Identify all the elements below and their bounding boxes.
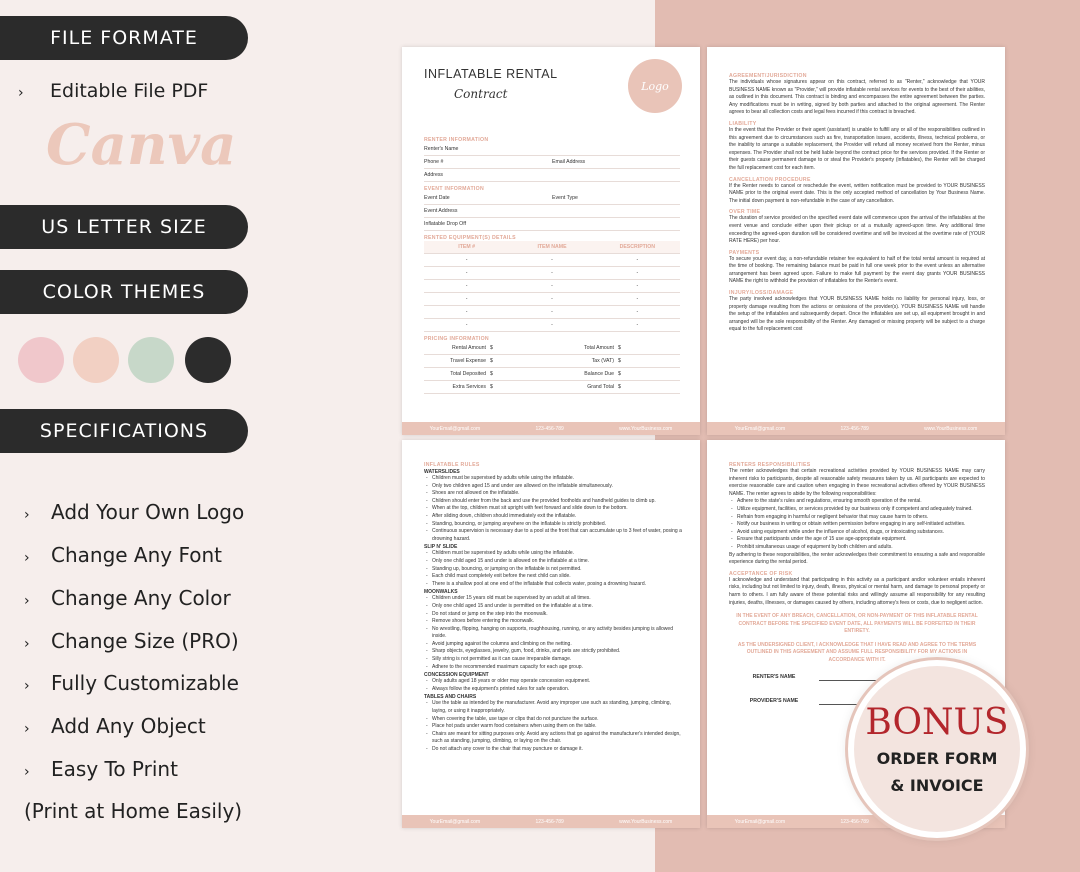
file-type-line: › Editable File PDF bbox=[18, 80, 209, 102]
list-item: - When at the top, children must sit upright with feet forward and slide down to the bottom. bbox=[424, 505, 682, 513]
section-heading: RENTED EQUIPMENT(S) DETAILS bbox=[424, 235, 516, 241]
paragraph: If the Renter needs to cancel or reschedule the event, written notification must be provided to YOUR BUSINESS NAME prior to the original event date. This is the only accepted method of cancellation by Your Business Name. The initial down payment is non-refundable in the case of any cancellation. bbox=[729, 182, 985, 204]
page-footer: YourEmail@gmail.com 123-456-789 www.YourBusiness.com bbox=[402, 815, 700, 828]
section-heading: INFLATABLE RULES bbox=[424, 462, 480, 468]
color-swatch-pink bbox=[18, 337, 64, 383]
paragraph: The individuals whose signatures appear on this contract, referred to as "Renter," acknowledge that YOUR BUSINESS NAME known as "Provider," will provide inflatable rental services for events to the best of their abilities, as outlined in this document. This contract is binding and encompasses the entire agreement between the parties. Any modifications must be in writing, signed by both parties and attached to the original agreement. The Renter agrees to bear all collection costs and legal fees incurred if this contract is breached. bbox=[729, 79, 985, 116]
bonus-line: ORDER FORM bbox=[876, 749, 998, 768]
list-item: - Sharp objects, eyeglasses, jewelry, gum, food, drinks, and pets are strictly prohibited. bbox=[424, 648, 682, 656]
specifications-label: SPECIFICATIONS bbox=[0, 409, 248, 453]
section-heading: PRICING INFORMATION bbox=[424, 336, 489, 342]
list-item: - Chairs are meant for sitting purposes only. Avoid any actions that go against the manufacturer's intended design, such as standing, jumping, climbing, or laying on the chair. bbox=[424, 731, 682, 746]
page-footer: YourEmail@gmail.com 123-456-789 www.YourBusiness.com bbox=[707, 422, 1005, 435]
feature-item: › Add Your Own Logo bbox=[24, 500, 245, 524]
section-heading: AGREEMENT/JURISDICTION bbox=[729, 73, 807, 79]
list-item: - Place hot pads under warm food containers when using them on the table. bbox=[424, 723, 682, 731]
page-title: INFLATABLE RENTAL bbox=[424, 67, 558, 81]
chevron-right-icon: › bbox=[18, 85, 24, 101]
list-item: - Utilize equipment, facilities, or services provided by our business only if competent and adequately trained. bbox=[729, 506, 985, 514]
list-item: - Notify our business in writing or obtain written permission before engaging in any self-initiated activities. bbox=[729, 521, 985, 529]
chevron-right-icon: › bbox=[24, 507, 30, 523]
section-heading: CANCELLATION PROCEDURE bbox=[729, 176, 811, 183]
bonus-line: & INVOICE bbox=[890, 776, 984, 795]
signature-row: PROVIDER'S NAME bbox=[729, 697, 985, 705]
form-row: Address bbox=[424, 169, 680, 182]
sub-heading: SLIP N' SLIDE bbox=[424, 544, 458, 551]
list-item: - Silly string is not permitted as it can cause irreparable damage. bbox=[424, 656, 682, 664]
list-item: - Ensure that participants under the age of 15 use age-appropriate equipment. bbox=[729, 536, 985, 544]
sub-heading: MOONWALKS bbox=[424, 589, 458, 596]
contract-page-1 bbox=[402, 47, 700, 435]
clause-text: IN THE EVENT OF ANY BREACH, CANCELLATION, OR NON-PAYMENT OF THIS INFLATABLE RENTAL CONTRACT BEFORE THE SPECIFIED EVENT DATE, ALL PAYMENTS WILL BE FORFEITED IN THEIR ENTIRETY. bbox=[736, 613, 978, 635]
chevron-right-icon: › bbox=[24, 550, 30, 566]
list-item: - Each child must completely exit before the next child can slide. bbox=[424, 573, 682, 581]
feature-item: › Fully Customizable bbox=[24, 671, 239, 695]
list-item: - Avoid jumping against the columns and climbing on the netting. bbox=[424, 641, 682, 649]
paragraph: I acknowledge and understand that participating in this activity as a participant and/or volunteer entails inherent risks, including but not limited to injury, death, illness, physical or mental harm, and damage to personal property or harm to others. I am fully aware of these potential risks and willingly assume all responsibility for any resulting injuries, deaths, illnesses, or damages caused by others, including attorney's fees or costs, due to negligent action. bbox=[729, 576, 985, 606]
section-heading: RENTER INFORMATION bbox=[424, 137, 489, 143]
chevron-right-icon: › bbox=[24, 593, 30, 609]
canva-logo: Canva bbox=[46, 112, 237, 178]
list-item: - Children should enter from the back and use the provided footholds and handheld guides to climb up. bbox=[424, 498, 682, 506]
paragraph: In the event that the Provider or their agent (assistant) is unable to fulfill any or all of the responsibilities outlined in this agreement due to circumstances such as fire, transportation issues, accidents, illness, technical problems, or the inability to arrange a suitable replacement, the Provider will refund all money received from the Renter, minus expenses. The Provider shall not be held liable beyond the contract price for the services provided. If the Renter or their guests cause permanent damage to or steal the Provider's property (inflatables), the Renter will be charged the full replacement cost for each item. bbox=[729, 126, 985, 171]
list-item: - Always follow the equipment's printed rules for safe operation. bbox=[424, 686, 682, 694]
form-row: Event Address bbox=[424, 205, 680, 218]
page-footer: YourEmail@gmail.com 123-456-789 bbox=[707, 815, 1005, 828]
logo-placeholder: Logo bbox=[628, 59, 682, 113]
color-swatch-black bbox=[185, 337, 231, 383]
list-item: - Remove shoes before entering the moonwalk. bbox=[424, 618, 682, 626]
contract-page-2 bbox=[707, 47, 1005, 435]
list-item: - Adhere to the recommended maximum capacity for each age group. bbox=[424, 664, 682, 672]
list-item: - Children must be supervised by adults while using the inflatable. bbox=[424, 475, 682, 483]
table-header: ITEM # ITEM NAME DESCRIPTION bbox=[424, 241, 680, 254]
list-item: - Children must be supervised by adults while using the inflatable. bbox=[424, 550, 682, 558]
section-heading: INJURY/LOSS/DAMAGE bbox=[729, 290, 794, 297]
list-item: - Refrain from engaging in harmful or negligent behavior that may cause harm to others. bbox=[729, 514, 985, 522]
sub-heading: CONCESSION EQUIPMENT bbox=[424, 672, 489, 679]
list-item: - Standing, bouncing, or jumping anywhere on the inflatable is strictly prohibited. bbox=[424, 521, 682, 529]
list-item: - Only one child aged 15 and under is permitted on the inflatable at a time. bbox=[424, 603, 682, 611]
feature-item: › Easy To Print bbox=[24, 757, 178, 781]
section-heading: PAYMENTS bbox=[729, 249, 760, 256]
color-swatch-sage bbox=[128, 337, 174, 383]
list-item: - Do not stand or jump on the step into the moonwalk. bbox=[424, 611, 682, 619]
section-heading: EVENT INFORMATION bbox=[424, 186, 485, 192]
form-row: Phone # Email Address bbox=[424, 156, 680, 169]
color-swatch-peach bbox=[73, 337, 119, 383]
list-item: - Adhere to the state's rules and regulations, ensuring smooth operation of the rental. bbox=[729, 498, 985, 506]
paragraph: The duration of service provided on the specified event date will commence upon the arrival of the inflatables at the event venue and conclude either upon their pickup or at a mutually agreed-upon time. Any additional time exceeding the agreed-upon duration will be considered overtime and will be invoiced at the overtime rate of (YOUR RATE HERE) per hour. bbox=[729, 215, 985, 245]
section-heading: ACCEPTANCE OF RISK bbox=[729, 570, 793, 577]
signature-row: RENTER'S NAME bbox=[729, 673, 985, 681]
section-heading: LIABILITY bbox=[729, 120, 757, 127]
paragraph: By adhering to these responsibilities, the renter acknowledges their commitment to ensuring a safe and responsible experience during the rental period. bbox=[729, 551, 985, 566]
price-row: Total Deposited $ Balance Due $ bbox=[424, 368, 680, 381]
chevron-right-icon: › bbox=[24, 721, 30, 737]
list-item: - No wrestling, flipping, hanging on supports, roughhousing, running, or any activity besides jumping is allowed inside. bbox=[424, 626, 682, 641]
table-row: - - - bbox=[424, 306, 680, 319]
list-item: - Children under 15 years old must be supervised by an adult at all times. bbox=[424, 595, 682, 603]
paragraph: The party involved acknowledges that YOUR BUSINESS NAME holds no liability for personal injury, loss, or property damage resulting from the actions or omissions of the provider(s). YOUR BUSINESS NAME will handle the setup of the inflatables and subsequently depart. Once the inflatables are set up, all equipment brought in and arranged will be the sole responsibility of the Renter. Any damaged or missing property will be subject to a charge equal to the full replacement cost bbox=[729, 296, 985, 333]
file-format-label: FILE FORMATE bbox=[0, 16, 248, 60]
list-item: - After sliding down, children should immediately exit the inflatable. bbox=[424, 513, 682, 521]
bonus-title: BONUS bbox=[865, 702, 1009, 743]
form-row: Event Date Event Type bbox=[424, 192, 680, 205]
paragraph: The renter acknowledges that certain recreational activities provided by YOUR BUSINESS NAME may carry inherent risks to participants, despite all reasonable safety measures taken by us. All participants are expected to exercise reasonable care and caution when engaging in these recreational activities offered by YOUR BUSINESS NAME. The renter agrees to abide by the following responsibilities: bbox=[729, 468, 985, 497]
table-row: - - - bbox=[424, 267, 680, 280]
price-row: Travel Expense $ Tax (VAT) $ bbox=[424, 355, 680, 368]
section-heading: OVER TIME bbox=[729, 209, 761, 216]
table-row: - - - bbox=[424, 280, 680, 293]
list-item: - Standing up, bouncing, or jumping on the inflatable is not permitted. bbox=[424, 566, 682, 574]
bonus-badge bbox=[848, 660, 1026, 838]
table-row: - - - bbox=[424, 254, 680, 267]
clause-text: AS THE UNDERSIGNED CLIENT, I ACKNOWLEDGE THAT I HAVE READ AND AGREE TO THE TERMS OUTLINED IN THIS AGREEMENT AND ASSUME FULL RESPONSIBILITY FOR MY ACTIONS IN ACCORDANCE WITH IT. bbox=[737, 641, 977, 664]
list-item: - Do not attach any cover to the chair that may puncture or damage it. bbox=[424, 746, 682, 754]
feature-item: › Change Size (PRO) bbox=[24, 629, 239, 653]
list-item: - Continuous supervision is necessary due to a pool at the front that can accumulate up to 3 feet of water, posing a drowning hazard. bbox=[424, 528, 682, 543]
paragraph: To secure your event day, a non-refundable retainer fee equivalent to half of the total rental amount is required at the time of booking. The remaining balance must be paid in full one week prior to the event unless an alternative arrangement has been agreed upon. Failure to make full payment by the event day grants YOUR BUSINESS NAME the right to withhold the provision of inflatables for the Renter's event. bbox=[729, 255, 985, 285]
feature-item: › Change Any Font bbox=[24, 543, 223, 567]
list-item: - Use the table as intended by the manufacturer. Avoid any improper use such as standing, jumping, climbing, laying, or using it inappropriately. bbox=[424, 700, 682, 715]
chevron-right-icon: › bbox=[24, 764, 30, 780]
list-item: - Only adults aged 18 years or older may operate concession equipment. bbox=[424, 678, 682, 686]
list-item: - There is a shallow pool at one end of the inflatable that collects water, posing a drowning hazard. bbox=[424, 581, 682, 589]
feature-item: › Change Any Color bbox=[24, 586, 231, 610]
list-item: - Prohibit simultaneous usage of equipment by both children and adults. bbox=[729, 544, 985, 552]
feature-item: › Add Any Object bbox=[24, 714, 206, 738]
letter-size-label: US LETTER SIZE bbox=[0, 205, 248, 249]
chevron-right-icon: › bbox=[24, 636, 30, 652]
table-row: - - - bbox=[424, 319, 680, 332]
contract-page-3 bbox=[402, 440, 700, 828]
section-heading: RENTERS RESPONSIBILITIES bbox=[729, 462, 811, 468]
form-row: Inflatable Drop Off bbox=[424, 218, 680, 231]
color-themes-label: COLOR THEMES bbox=[0, 270, 248, 314]
list-item: - Avoid using equipment while under the influence of alcohol, drugs, or intoxicating substances. bbox=[729, 529, 985, 537]
form-row: Renter's Name bbox=[424, 143, 680, 156]
sub-heading: WATERSLIDES bbox=[424, 469, 460, 475]
list-item: - Only one child aged 15 and under is allowed on the inflatable at a time. bbox=[424, 558, 682, 566]
print-note: (Print at Home Easily) bbox=[24, 799, 243, 823]
page-footer: YourEmail@gmail.com 123-456-789 www.YourBusiness.com bbox=[402, 422, 700, 435]
list-item: - When covering the table, use tape or clips that do not puncture the surface. bbox=[424, 716, 682, 724]
price-row: Extra Services $ Grand Total $ bbox=[424, 381, 680, 394]
sub-heading: TABLES AND CHAIRS bbox=[424, 694, 477, 701]
list-item: - Only two children aged 15 and under are allowed on the inflatable simultaneously. bbox=[424, 483, 682, 491]
table-row: - - - bbox=[424, 293, 680, 306]
price-row: Rental Amount $ Total Amount $ bbox=[424, 342, 680, 355]
list-item: - Shoes are not allowed on the inflatable. bbox=[424, 490, 682, 498]
page-subtitle: Contract bbox=[454, 87, 508, 101]
chevron-right-icon: › bbox=[24, 678, 30, 694]
